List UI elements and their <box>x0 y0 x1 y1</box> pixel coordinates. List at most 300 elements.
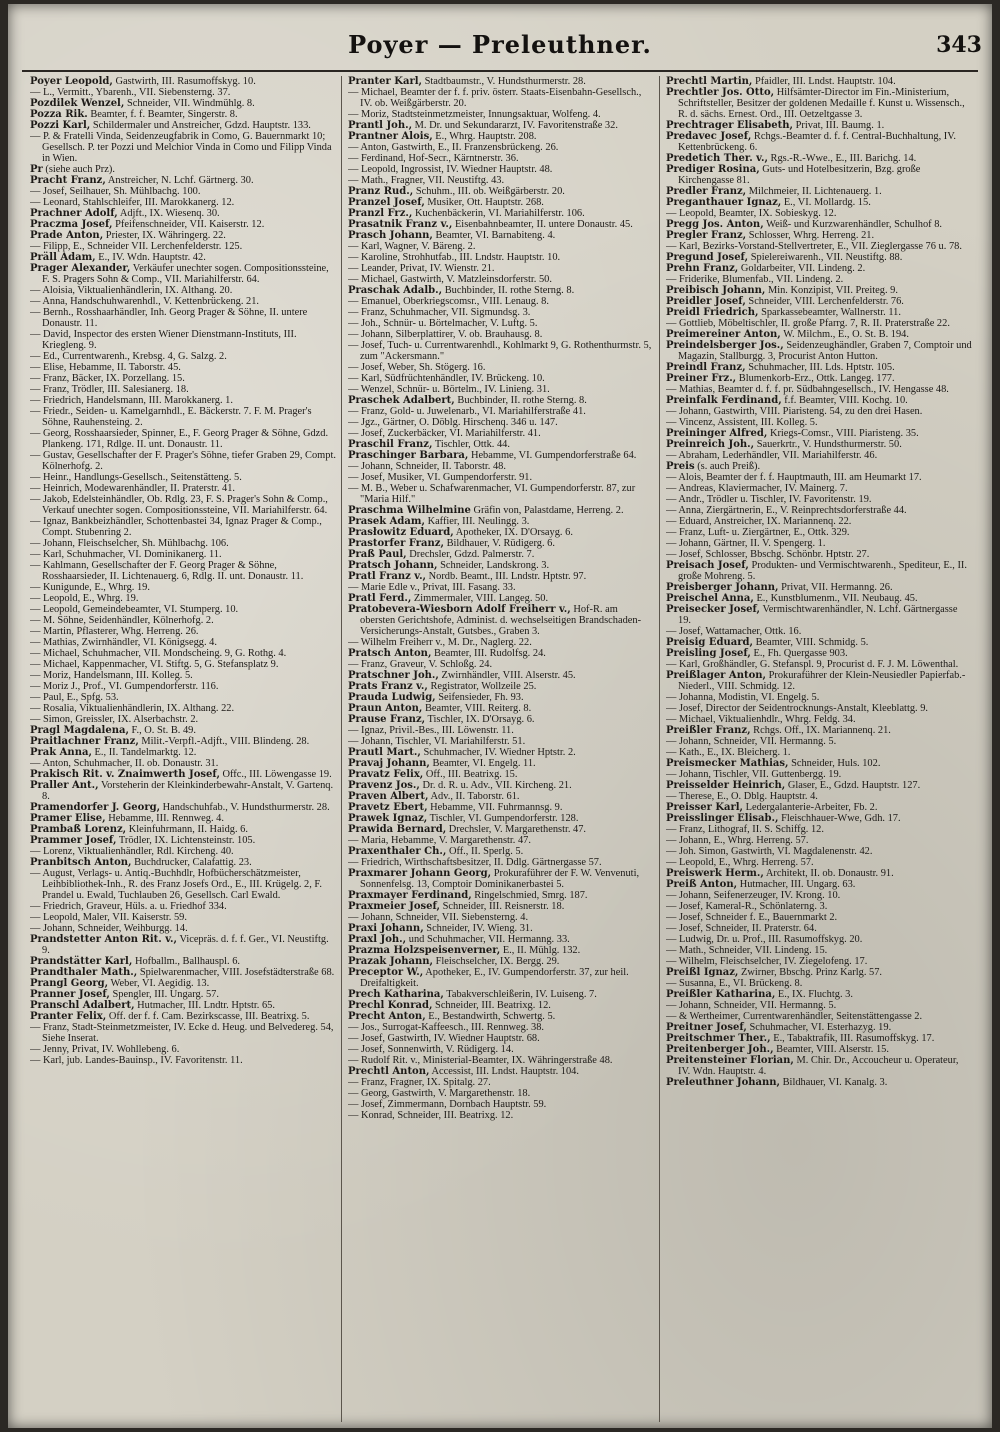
entry-headword: Preisselder Heinrich, <box>666 780 786 791</box>
entry-headword: Preisecker Josef, <box>666 604 761 615</box>
directory-entry <box>666 329 972 340</box>
directory-entry <box>666 692 972 703</box>
directory-entry <box>30 703 336 714</box>
entry-headword: Preindelsberger Jos., <box>666 340 784 351</box>
entry-text: Hebamme, VII. Fuhrmannsg. 9. <box>427 802 563 813</box>
entry-headword: Preindl Franz, <box>666 362 746 373</box>
entry-headword: Pravetz Ebert, <box>348 802 428 813</box>
entry-text: — Johann, Schneider, VII. Hermanng. 5. <box>666 1000 837 1011</box>
directory-entry <box>666 703 972 714</box>
entry-text: M. Chir. Dr., Accoucheur u. Operateur, IV. Wdn. Hauptstr. 4. <box>678 1055 959 1077</box>
directory-entry <box>30 813 336 824</box>
directory-entry <box>666 494 972 505</box>
entry-text: — Franz, Trödler, III. Salesianerg. 18. <box>30 384 189 395</box>
directory-entry <box>30 549 336 560</box>
directory-entry <box>666 582 972 593</box>
directory-entry <box>30 164 336 175</box>
directory-entry <box>348 483 654 505</box>
directory-entry <box>348 758 654 769</box>
entry-headword: Praschil Franz, <box>348 439 433 450</box>
directory-entry <box>348 923 654 934</box>
directory-page <box>8 4 992 1428</box>
entry-headword: Preißler Katharina, <box>666 989 776 1000</box>
entry-text: — Abraham, Lederhändler, VII. Mariahilferstr. 46. <box>666 450 878 461</box>
entry-text: — Rudolf Rit. v., Ministerial-Beamter, IX. Währingerstraße 48. <box>348 1055 613 1066</box>
entry-text: Ringelschmied, Smrg. 187. <box>471 890 588 901</box>
entry-text: Schuhmacher, IV. Wiedner Hptstr. 2. <box>420 747 576 758</box>
entry-headword: Pranter Karl, <box>348 76 422 87</box>
directory-entry <box>30 98 336 109</box>
directory-entry <box>348 87 654 109</box>
entry-text: — Konrad, Schneider, III. Beatrixg. 12. <box>348 1110 514 1121</box>
entry-text: Fleischselcher, IX. Bergg. 29. <box>433 956 560 967</box>
directory-entry <box>666 637 972 648</box>
column-divider <box>659 76 660 1422</box>
entry-text: — Josef, Seilhauer, Sh. Mühlbachg. 100. <box>30 186 201 197</box>
entry-headword: Predetich Ther. v., <box>666 153 768 164</box>
entry-headword: Pratsch Johann, <box>348 560 438 571</box>
entry-text: — Maria, Hebamme, V. Margarethenstr. 47. <box>348 835 531 846</box>
entry-text: Dr. d. R. u. Adv., VII. Kircheng. 21. <box>419 780 572 791</box>
directory-entry <box>348 824 654 835</box>
directory-entry <box>666 395 972 406</box>
entry-text: Bildhauer, V. Rüdigerg. 6. <box>443 538 555 549</box>
directory-entry <box>30 120 336 131</box>
entry-text: Privat, III. Baumg. 1. <box>793 120 885 131</box>
entry-text: — Mathias, Zwirnhändler, VI. Königsegg. 4. <box>30 637 217 648</box>
entry-text: — Wilhelm Freiherr v., M. Dr., Naglerg. 22. <box>348 637 532 648</box>
entry-headword: Pranbitsch Anton, <box>30 857 132 868</box>
directory-entry <box>348 857 654 868</box>
entry-text: Hof-R. am obersten Gerichtshofe, Administ. d. wechselseitigen Brandschaden-Versicherungs-Anstalt, Gutsbes., Graben 3. <box>360 604 642 637</box>
entry-text: — Anton, Gastwirth, E., II. Franzensbrückeng. 26. <box>348 142 559 153</box>
entry-headword: Pranner Josef, <box>30 989 110 1000</box>
directory-entry <box>30 197 336 208</box>
entry-text: — Anna, Handschuhwarenhdl., V. Kettenbrückeng. 21. <box>30 296 260 307</box>
entry-headword: Prech Katharina, <box>348 989 444 1000</box>
entry-text: Accessist, III. Lndst. Hauptstr. 104. <box>429 1066 579 1077</box>
entry-headword: Preisling Josef, <box>666 648 751 659</box>
entry-text: Prokuraführer der F. W. Venvenuti, Sonnenfelsg. 13, Comptoir Dominikanerbastei 5. <box>360 868 640 890</box>
directory-entry <box>30 604 336 615</box>
directory-entry <box>666 296 972 307</box>
directory-entry <box>348 604 654 637</box>
entry-headword: Precht Anton, <box>348 1011 426 1022</box>
directory-entry <box>348 1011 654 1022</box>
directory-entry <box>30 230 336 241</box>
directory-entry <box>348 725 654 736</box>
entry-headword: Preischel Anna, <box>666 593 754 604</box>
directory-entry <box>348 527 654 538</box>
directory-entry <box>348 153 654 164</box>
entry-text: Hebamme, III. Rennweg. 4. <box>105 813 224 824</box>
entry-text: — Michael, Viktualienhdlr., Whrg. Feldg. 34. <box>666 714 856 725</box>
entry-headword: Preitner Josef, <box>666 1022 747 1033</box>
entry-text: — Friedr., Seiden- u. Kamelgarnhdl., E. Bäckerstr. 7. F. M. Prager's Söhne, Rauhensteing. 2. <box>30 406 312 428</box>
entry-text: Pfaidler, III. Lndst. Hauptstr. 104. <box>752 76 896 87</box>
directory-entry <box>666 1011 972 1022</box>
entry-text: — Jenny, Privat, IV. Wohllebeng. 6. <box>30 1044 180 1055</box>
directory-entry <box>666 758 972 769</box>
directory-entry <box>348 681 654 692</box>
entry-text: Adjft., IX. Wiesenq. 30. <box>117 208 220 219</box>
directory-entry <box>30 637 336 648</box>
directory-entry <box>30 252 336 263</box>
directory-entry <box>30 428 336 450</box>
entry-headword: Prandstetter Anton Rit. v., <box>30 934 178 945</box>
entry-text: Nordb. Beamt., III. Lndstr. Hptstr. 97. <box>426 571 587 582</box>
entry-text: — Josef, Zimmermann, Dornbach Hauptstr. 59. <box>348 1099 547 1110</box>
entry-headword: Preitenberger Joh., <box>666 1044 774 1055</box>
entry-headword: Praitlachner Franz, <box>30 736 139 747</box>
directory-entry <box>666 813 972 824</box>
directory-entry <box>666 230 972 241</box>
entry-text: — Michael, Schuhmacher, VII. Mondscheing. 9, G. Rothg. 4. <box>30 648 287 659</box>
entry-text: — Karl, Südfrüchtenhändler, IV. Brückeng. 10. <box>348 373 545 384</box>
directory-entry <box>30 736 336 747</box>
entry-headword: Prachner Adolf, <box>30 208 118 219</box>
directory-entry <box>348 714 654 725</box>
directory-entry <box>348 263 654 274</box>
entry-text: — Franz, Gold- u. Juwelenarb., VI. Mariahilferstraße 41. <box>348 406 586 417</box>
entry-text: Rchgs. Off., IX. Mariannenq. 21. <box>750 725 891 736</box>
entry-text: — Leopold, Ingrossist, IV. Wiedner Hauptstr. 48. <box>348 164 553 175</box>
directory-entry <box>666 1033 972 1044</box>
directory-entry <box>666 967 972 978</box>
directory-entry <box>30 241 336 252</box>
directory-entry <box>348 582 654 593</box>
entry-text: — August, Verlags- u. Antiq.-Buchhdlr, Hofbücherschätzmeister, Leihbibliothek-Inh., R. des Franz Josefs Ord., E., III. Krügelg. 2, F. Prandel u. Ewald, Tuchlauben 26, Gesellsch. Carl Ewald. <box>30 868 322 901</box>
entry-text: — Ignaz, Bankbeizhändler, Schottenbastei 34, Ignaz Prager & Comp., Compt. Stubenring 2. <box>30 516 322 538</box>
entry-headword: Pracht Franz, <box>30 175 106 186</box>
entry-text: — Johann, Gärtner, II. V. Spengerg. 1. <box>666 538 826 549</box>
entry-text: — Karl, Großhändler, G. Stefanspl. 9, Procurist d. F. J. M. Löwenthal. <box>666 659 959 670</box>
directory-entry <box>30 307 336 329</box>
entry-headword: Prasatnik Franz v., <box>348 219 453 230</box>
directory-entry <box>30 384 336 395</box>
directory-entry <box>30 835 336 846</box>
entry-text: — Friedrich, Wirthschaftsbesitzer, II. Ddlg. Gärtnergasse 57. <box>348 857 602 868</box>
entry-text: — Franz, Luft- u. Ziergärtner, E., Ottk. 329. <box>666 527 850 538</box>
directory-entry <box>666 835 972 846</box>
entry-text: — Lorenz, Viktualienhändler, Rdl. Kircheng. 40. <box>30 846 234 857</box>
entry-headword: Pozza Rik. <box>30 109 88 120</box>
entry-headword: Prastorfer Franz, <box>348 538 444 549</box>
entry-headword: Prager Alexander, <box>30 263 131 274</box>
entry-text: — Johann, Tischler, VII. Guttenbergg. 19. <box>666 769 842 780</box>
directory-entry <box>348 813 654 824</box>
entry-headword: Pranzl Frz., <box>348 208 413 219</box>
directory-entry <box>666 912 972 923</box>
entry-text: Schneider, III. Reisnerstr. 18. <box>440 901 565 912</box>
entry-headword: Pranter Felix, <box>30 1011 107 1022</box>
entry-headword: Preceptor W., <box>348 967 424 978</box>
directory-entry <box>348 362 654 373</box>
directory-entry <box>348 780 654 791</box>
page-header <box>8 18 992 64</box>
directory-entry <box>348 142 654 153</box>
directory-entry <box>348 637 654 648</box>
directory-entry <box>666 989 972 1000</box>
directory-entry <box>30 1000 336 1011</box>
directory-entry <box>30 714 336 725</box>
directory-entry <box>348 890 654 901</box>
entry-headword: Prangl Georg, <box>30 978 109 989</box>
entry-text: Rgs.-R.-Wwe., E., III. Barichg. 14. <box>767 153 917 164</box>
entry-text: — Georg, Rosshaarsieder, Spinner, E., F. Georg Prager & Söhne, Gdzd. Plankeng. 171, Rdlge. II. unt. Donaustr. 11. <box>30 428 329 450</box>
entry-headword: Prakisch Rit. v. Znaimwerth Josef, <box>30 769 220 780</box>
entry-headword: Praun Anton, <box>348 703 423 714</box>
directory-entry <box>666 824 972 835</box>
directory-entry <box>666 736 972 747</box>
directory-entry <box>348 461 654 472</box>
entry-headword: Preidler Josef, <box>666 296 746 307</box>
entry-headword: Praller Ant., <box>30 780 99 791</box>
entry-text: — Math., Fragner, VII. Neustiftg. 43. <box>348 175 505 186</box>
directory-entry <box>30 109 336 120</box>
entry-text: — Kahlmann, Gesellschafter der F. Georg Prager & Söhne, Rosshaarsieder, II. Lichtenauerg. 6, Rdlg. II. unt. Donaustr. 11. <box>30 560 304 582</box>
directory-entry <box>348 835 654 846</box>
directory-entry <box>348 967 654 989</box>
entry-headword: Preißler Franz, <box>666 725 751 736</box>
entry-text: — Therese, E., O. Dblg. Hauptstr. 4. <box>666 791 818 802</box>
entry-text: Privat, VII. Hermanng. 26. <box>778 582 893 593</box>
entry-headword: Preiß Anton, <box>666 879 738 890</box>
entry-text: E., VI. Mollardg. 15. <box>781 197 871 208</box>
directory-entry <box>30 219 336 230</box>
entry-text: Apotheker, E., IV. Gumpendorferstr. 37, zur heil. Dreifaltigkeit. <box>360 967 629 989</box>
entry-headword: Prehn Franz, <box>666 263 739 274</box>
directory-entry <box>666 285 972 296</box>
entry-headword: Prasek Adam, <box>348 516 425 527</box>
entry-headword: Prawek Ignaz, <box>348 813 428 824</box>
directory-entry <box>348 395 654 406</box>
directory-entry <box>348 1066 654 1077</box>
entry-headword: Pozdilek Wenzel, <box>30 98 125 109</box>
directory-entry <box>30 989 336 1000</box>
directory-entry <box>666 802 972 813</box>
page-title: Poyer — Preleuthner. <box>348 30 652 59</box>
entry-text: — Franz, Bäcker, IX. Porzellang. 15. <box>30 373 185 384</box>
entry-text: E., Fh. Quergasse 903. <box>750 648 848 659</box>
entry-text: — Josef, Schlosser, Bbschg. Schönbr. Hptstr. 27. <box>666 549 870 560</box>
directory-entry <box>348 230 654 241</box>
directory-entry <box>348 307 654 318</box>
directory-entry <box>348 945 654 956</box>
directory-entry <box>348 934 654 945</box>
directory-entry <box>30 967 336 978</box>
entry-headword: Predler Franz, <box>666 186 747 197</box>
entry-text: — Karl, Wagner, V. Bäreng. 2. <box>348 241 476 252</box>
directory-entry <box>348 802 654 813</box>
entry-text: Handschuhfab., V. Hundsthurmerstr. 28. <box>160 802 330 813</box>
directory-entry <box>666 879 972 890</box>
entry-text: — Gottlieb, Möbeltischler, II. große Pfarrg. 7, R. II. Praterstraße 22. <box>666 318 950 329</box>
directory-entry <box>348 175 654 186</box>
directory-entry <box>348 252 654 263</box>
entry-headword: Poyer Leopold, <box>30 76 113 87</box>
directory-entry <box>348 186 654 197</box>
directory-entry <box>30 725 336 736</box>
entry-text: — Johanna, Modistin, VI. Engelg. 5. <box>666 692 820 703</box>
directory-entry <box>666 714 972 725</box>
entry-text: Architekt, II. ob. Donaustr. 91. <box>763 868 894 879</box>
entry-headword: Preitschmer Ther., <box>666 1033 771 1044</box>
entry-text: Tischler, IX. D'Orsayg. 6. <box>425 714 535 725</box>
entry-text: — Johann, Silberplattirer, V. ob. Brauhausg. 8. <box>348 329 543 340</box>
entry-headword: Pramendorfer J. Georg, <box>30 802 161 813</box>
directory-entry <box>666 164 972 186</box>
entry-text: — Josef, Gastwirth, IV. Wiedner Hauptstr. 68. <box>348 1033 540 1044</box>
entry-headword: Preininger Alfred, <box>666 428 768 439</box>
entry-text: Schuhmacher, III. Lds. Hptstr. 105. <box>745 362 895 373</box>
directory-entry <box>348 846 654 857</box>
entry-headword: Prazak Johann, <box>348 956 434 967</box>
entry-text: E., II. Mühlg. 132. <box>500 945 581 956</box>
entry-headword: Pregg Jos. Anton, <box>666 219 764 230</box>
directory-entry <box>348 648 654 659</box>
directory-entry <box>666 362 972 373</box>
entry-headword: Pramer Elise, <box>30 813 106 824</box>
entry-headword: Prautl Mart., <box>348 747 421 758</box>
entry-text: — Michael, Kappenmacher, VI. Stiftg. 5, G. Stefansplatz 9. <box>30 659 279 670</box>
entry-headword: Prechtl Anton, <box>348 1066 430 1077</box>
entry-headword: Prammer Josef, <box>30 835 117 846</box>
entry-text: — Anna, Ziergärtnerin, E., V. Reinprechtsdorferstraße 44. <box>666 505 907 516</box>
entry-text: — L., Vermitt., Ybarenh., VII. Siebensterng. 37. <box>30 87 231 98</box>
entry-headword: Predavec Josef, <box>666 131 752 142</box>
directory-entry <box>666 659 972 670</box>
directory-entry <box>666 780 972 791</box>
directory-entry <box>30 1044 336 1055</box>
directory-entry <box>666 373 972 384</box>
entry-text: Gastwirth, III. Rasumoffskyg. 10. <box>112 76 256 87</box>
directory-entry <box>348 560 654 571</box>
column-middle <box>348 76 654 1422</box>
entry-text: — Leopold, E., Whrg. 19. <box>30 593 139 604</box>
directory-entry <box>348 1077 654 1088</box>
entry-text: — Ludwig, Dr. u. Prof., III. Rasumoffskyg. 20. <box>666 934 863 945</box>
entry-headword: Prandstätter Karl, <box>30 956 133 967</box>
entry-headword: Praven Albert, <box>348 791 429 802</box>
entry-text: — Kath., E., IX. Bleicherg. 1. <box>666 747 791 758</box>
directory-entry <box>666 945 972 956</box>
directory-entry <box>348 120 654 131</box>
directory-entry <box>666 538 972 549</box>
directory-entry <box>348 659 654 670</box>
entry-text: — Josef, Tuch- u. Currentwarenhdl., Kohlmarkt 9, G. Rothenthurmstr. 5, zum "Ackersmann." <box>348 340 652 362</box>
directory-entry <box>348 516 654 527</box>
directory-entry <box>348 373 654 384</box>
entry-headword: Preinfalk Ferdinand, <box>666 395 782 406</box>
entry-text: Min. Konzipist, VII. Preiteg. 9. <box>765 285 898 296</box>
directory-entry <box>666 1022 972 1033</box>
directory-entry <box>348 340 654 362</box>
directory-entry <box>348 989 654 1000</box>
directory-entry <box>666 318 972 329</box>
entry-headword: Prak Anna, <box>30 747 92 758</box>
entry-headword: Preisser Karl, <box>666 802 744 813</box>
directory-entry <box>348 318 654 329</box>
entry-text: Prokuraführer der Klein-Neusiedler Papierfab.-Niederl., VIII. Schmidg. 12. <box>678 670 966 692</box>
entry-text: Schuhm., III. ob. Weißgärberstr. 20. <box>413 186 565 197</box>
directory-entry <box>348 296 654 307</box>
entry-text: — Joh., Schnür- u. Börtelmacher, V. Luftg. 5. <box>348 318 538 329</box>
directory-entry <box>30 681 336 692</box>
entry-text: — Paul, E., Spfg. 53. <box>30 692 119 703</box>
directory-entry <box>30 472 336 483</box>
directory-entry <box>348 956 654 967</box>
directory-entry <box>30 868 336 901</box>
directory-entry <box>348 131 654 142</box>
entry-text: — Vincenz, Assistent, III. Kolleg. 5. <box>666 417 818 428</box>
directory-entry <box>348 428 654 439</box>
entry-headword: Pregler Franz, <box>666 230 747 241</box>
entry-headword: Prechl Konrad, <box>348 1000 433 1011</box>
entry-text: Weiß- und Kurzwarenhändler, Schulhof 8. <box>763 219 943 230</box>
entry-headword: Preismecker Mathias, <box>666 758 789 769</box>
entry-text: — Jakob, Edelsteinhändler, Ob. Rdlg. 23, F. S. Prager's Sohn & Comp., Verkauf unechter sogen. Compositionssteine, VII. Mariahilferstr. 64. <box>30 494 328 516</box>
entry-headword: Pranz Rud., <box>348 186 414 197</box>
entry-text: — Elise, Hebamme, II. Taborstr. 45. <box>30 362 181 373</box>
entry-text: Zwirnhändler, VIII. Alserstr. 45. <box>438 670 576 681</box>
column-divider <box>341 76 342 1422</box>
entry-text: Beamter, VIII. Alserstr. 15. <box>773 1044 889 1055</box>
directory-entry <box>666 593 972 604</box>
directory-entry <box>30 1022 336 1044</box>
entry-headword: Preleuthner Johann, <box>666 1077 781 1088</box>
entry-text: Off. der f. f. Cam. Bezirkscasse, III. Beatrixg. 5. <box>106 1011 310 1022</box>
entry-text: Apotheker, IX. D'Orsayg. 6. <box>453 527 573 538</box>
directory-entry <box>666 153 972 164</box>
entry-text: Glaser, E., Gdzd. Hauptstr. 127. <box>785 780 921 791</box>
entry-text: Kriegs-Comsr., VIII. Piaristeng. 35. <box>767 428 919 439</box>
directory-entry <box>348 384 654 395</box>
entry-text: — Michael, Beamter der f. f. priv. österr. Staats-Eisenbahn-Gesellsch., IV. ob. Weißgärberstr. 20. <box>348 87 642 109</box>
directory-entry <box>348 670 654 681</box>
directory-entry <box>666 505 972 516</box>
entry-text: Priester, IX. Währingerg. 22. <box>103 230 226 241</box>
entry-text: — Josef, Schneider, II. Praterstr. 64. <box>666 923 817 934</box>
entry-headword: Praxmarer Johann Georg, <box>348 868 492 879</box>
directory-entry <box>348 1033 654 1044</box>
entry-text: Beamter, VIII. Schmidg. 5. <box>752 637 869 648</box>
entry-headword: Pregund Josef, <box>666 252 749 263</box>
directory-entry <box>666 87 972 120</box>
directory-entry <box>30 1011 336 1022</box>
entry-headword: Pratsch Anton, <box>348 648 432 659</box>
entry-text: — Simon, Greissler, IX. Alserbachstr. 2. <box>30 714 199 725</box>
entry-text: Hofballm., Ballhauspl. 6. <box>132 956 240 967</box>
entry-text: — Marie Edle v., Privat, III. Fasang. 33. <box>348 582 516 593</box>
entry-headword: Preidl Friedrich, <box>666 307 759 318</box>
entry-headword: Prauda Ludwig, <box>348 692 436 703</box>
entry-headword: Preiswerk Herm., <box>666 868 764 879</box>
entry-text: Tischler, Ottk. 44. <box>432 439 510 450</box>
entry-headword: Praxl Joh., <box>348 934 407 945</box>
entry-headword: Preisach Josef, <box>666 560 749 571</box>
entry-text: Schneider, Landskrong. 3. <box>437 560 550 571</box>
directory-entry <box>666 417 972 428</box>
directory-entry <box>348 747 654 758</box>
entry-text: — Math., Schneider, VII. Lindeng. 15. <box>666 945 828 956</box>
entry-headword: Prause Franz, <box>348 714 426 725</box>
entry-headword: Praschek Adalbert, <box>348 395 455 406</box>
entry-headword: Praxenthaler Ch., <box>348 846 447 857</box>
directory-entry <box>348 439 654 450</box>
directory-entry <box>348 549 654 560</box>
entry-text: — Anton, Schuhmacher, II. ob. Donaustr. 31. <box>30 758 219 769</box>
